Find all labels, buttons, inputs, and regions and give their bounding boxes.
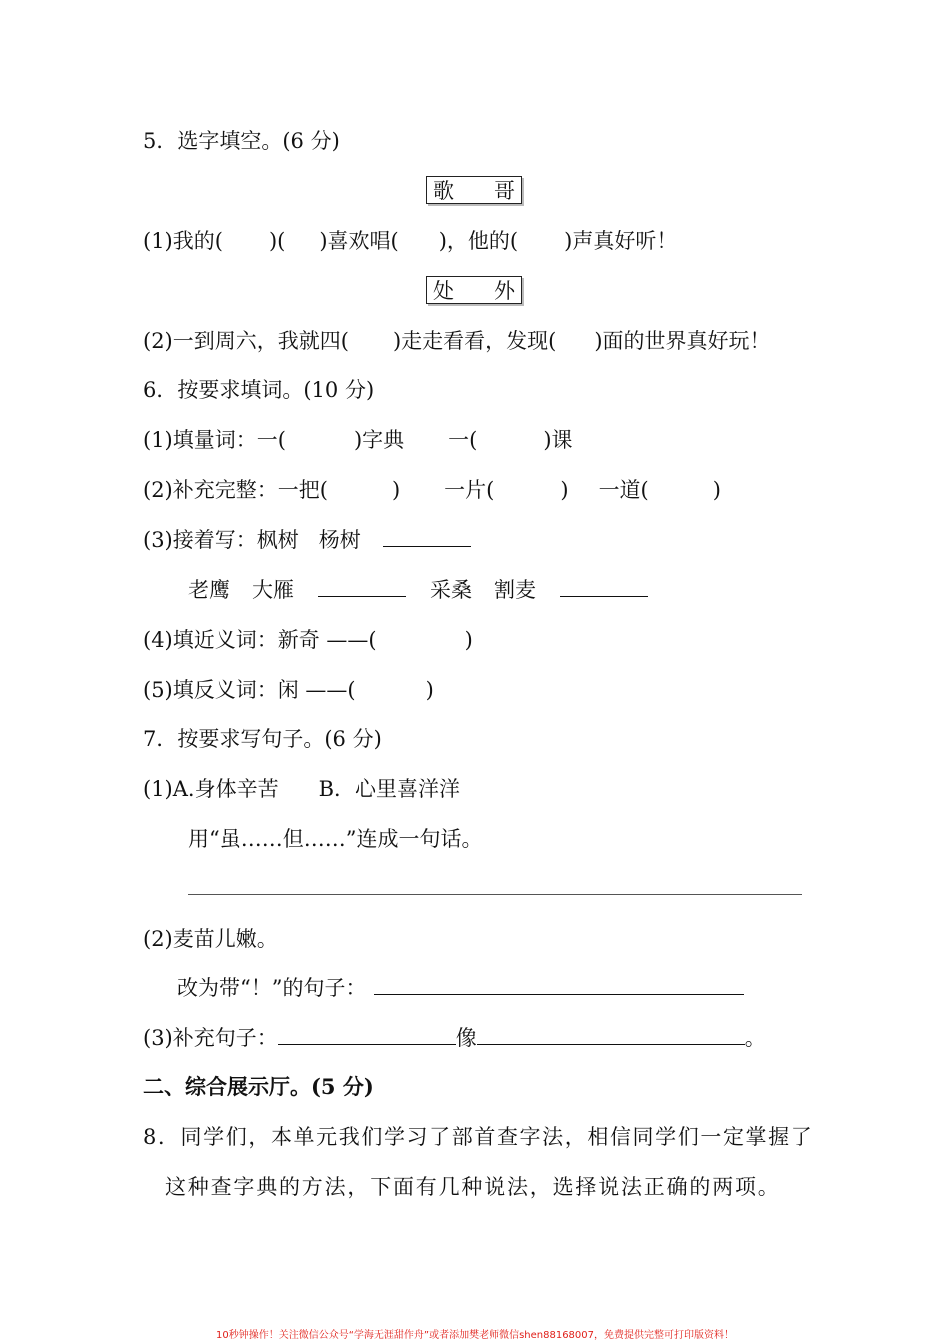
box-char-2: 外 — [494, 279, 515, 303]
answer-line[interactable] — [188, 894, 802, 895]
q6-line-4: 老鹰 大雁 采桑 割麦 — [188, 575, 648, 605]
answer-blank[interactable] — [383, 526, 471, 547]
q5-sentence-1: (1)我的( )( )喜欢唱( )，他的( )声真好听！ — [143, 229, 678, 253]
answer-blank[interactable] — [318, 576, 406, 597]
q7-sentence-1: (1)A.身体辛苦 B．心里喜洋洋 — [143, 777, 461, 801]
q7-sentence-1-instruction: 用“虽……但……”连成一句话。 — [188, 827, 483, 851]
footer-notice: 10秒钟操作！关注微信公众号“学海无涯甜作舟”或者添加樊老师微信shen88168007，免费提供完整可打印版资料！ — [215, 1330, 735, 1341]
q7-sentence-3: (3)补充句子： 像 。 — [143, 1026, 766, 1050]
q6-line-6: (5)填反义词：闲 ——( ) — [143, 678, 434, 702]
q6-line-1: (1)填量词：一( )字典 一( )课 — [143, 428, 573, 452]
q5-sentence-2: (2)一到周六，我就四( )走走看看，发现( )面的世界真好玩！ — [143, 329, 771, 353]
q5-word-box-1 — [426, 176, 522, 204]
q8-line-1: 8．同学们，本单元我们学习了部首查字法，相信同学们一定掌握了 — [143, 1125, 814, 1149]
answer-blank[interactable] — [560, 576, 648, 597]
answer-blank[interactable] — [278, 1024, 456, 1045]
box-char-1: 歌 — [433, 179, 454, 203]
q7-title: 7．按要求写句子。(6 分) — [143, 727, 382, 751]
box-char-2: 哥 — [494, 179, 515, 203]
section-2-title: 二、综合展示厅。(5 分) — [143, 1074, 374, 1099]
q6-title: 6．按要求填词。(10 分) — [143, 378, 375, 402]
q7-sentence-2: (2)麦苗儿嫩。 — [143, 927, 278, 951]
box-char-1: 处 — [433, 279, 454, 303]
q5-word-box-2 — [426, 276, 522, 304]
answer-blank[interactable] — [477, 1024, 745, 1045]
q6-line-3: (3)接着写：枫树 杨树 — [143, 525, 471, 555]
q6-line-2: (2)补充完整：一把( ) 一片( ) 一道( ) — [143, 478, 721, 502]
answer-blank[interactable] — [374, 974, 744, 995]
q6-line-5: (4)填近义词：新奇 ——( ) — [143, 628, 473, 652]
q5-title: 5．选字填空。(6 分) — [143, 129, 340, 153]
q8-line-2: 这种查字典的方法，下面有几种说法，选择说法正确的两项。 — [165, 1175, 781, 1199]
q7-sentence-2-instruction: 改为带“！”的句子： — [177, 973, 744, 1003]
